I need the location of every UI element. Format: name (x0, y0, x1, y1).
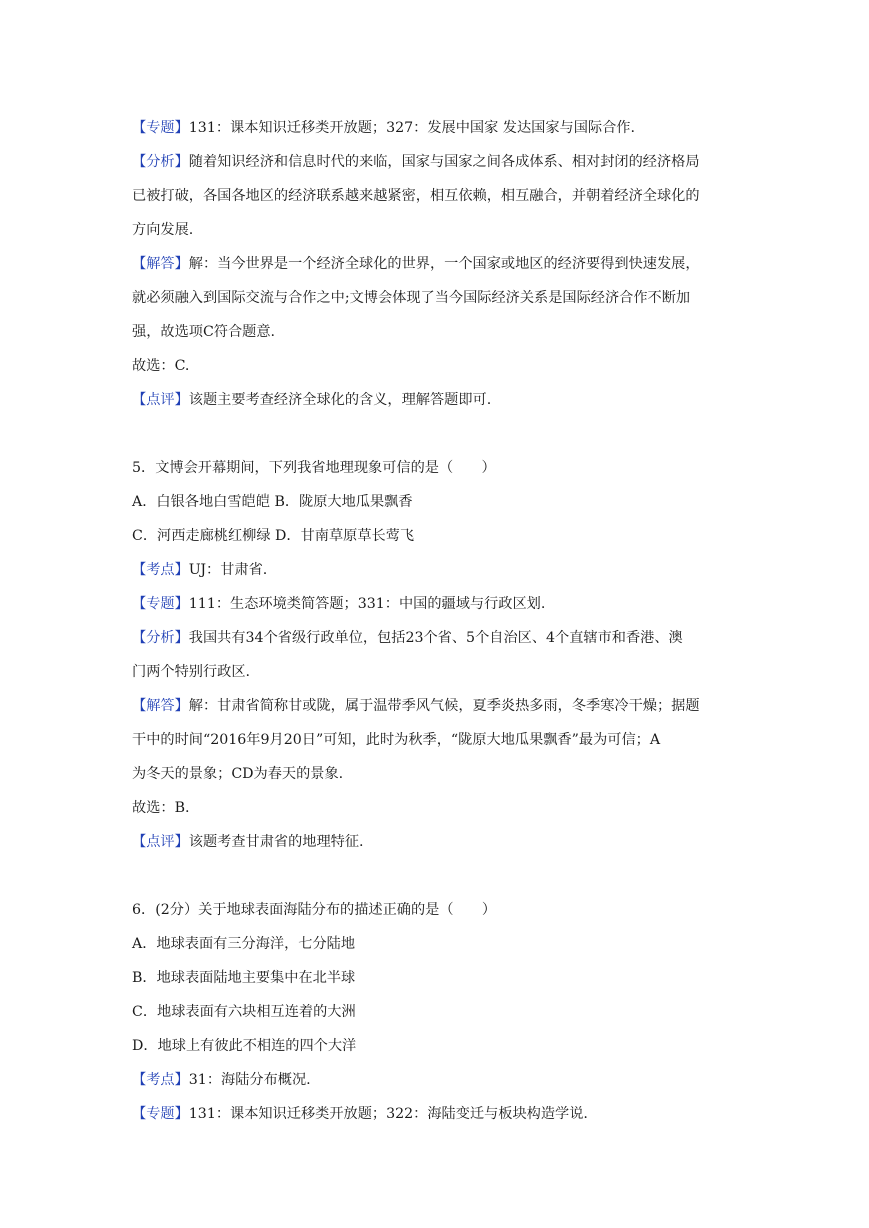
q5-jieda-line-2: 干中的时间“2016年9月20日”可知，此时为秋季，“陇原大地瓜果飘香”最为可信；A (132, 732, 661, 748)
q5-stem: 5．文博会开幕期间，下列我省地理现象可信的是（ ） (132, 460, 496, 476)
section-tag: 【解答】 (132, 256, 189, 272)
q6-zhuanti (132, 1097, 744, 1131)
q5-options-line-1: A．白银各地白雪皑皑 B．陇原大地瓜果飘香 (132, 494, 413, 510)
q5-options-line-2: C．河西走廊桃红柳绿 D．甘南草原草长莺飞 (132, 528, 415, 544)
q5-answer: 故选：B. (132, 800, 190, 816)
q4-dianping (132, 383, 744, 417)
section-text: 解：当今世界是一个经济全球化的世界，一个国家或地区的经济要得到快速发展， (188, 256, 700, 272)
section-text: 随着知识经济和信息时代的来临，国家与国家之间各成体系、相对封闭的经济格局 (188, 154, 700, 170)
q4-jieda-line-3: 强，故选项C符合题意. (132, 324, 276, 340)
q4-fenxi-line-1 (132, 145, 744, 179)
section-text: 我国共有34个省级行政单位，包括23个省、5个自治区、4个直辖市和香港、澳 (188, 630, 683, 646)
section-text: 131：课本知识迁移类开放题；327：发展中国家 发达国家与国际合作. (188, 120, 636, 136)
q4-answer: 故选：C. (132, 358, 190, 374)
section-text: 31：海陆分布概况. (188, 1072, 311, 1088)
q6-option-b: B．地球表面陆地主要集中在北半球 (132, 970, 356, 986)
section-tag: 【解答】 (132, 698, 189, 714)
section-tag: 【专题】 (132, 120, 189, 136)
section-text: 该题主要考查经济全球化的含义，理解答题即可. (188, 392, 492, 408)
q6-option-d: D．地球上有彼此不相连的四个大洋 (132, 1038, 357, 1054)
q5-jieda-line-3: 为冬天的景象；CD为春天的景象. (132, 766, 344, 782)
q6-option-c: C．地球表面有六块相互连着的大洲 (132, 1004, 356, 1020)
q6-kaodian (132, 1063, 744, 1097)
section-text: 该题考查甘肃省的地理特征. (188, 834, 364, 850)
q5-fenxi-line-2: 门两个特别行政区. (132, 664, 251, 680)
section-text: UJ：甘肃省. (188, 562, 268, 578)
section-text: 解：甘肃省简称甘或陇，属于温带季风气候，夏季炎热多雨，冬季寒冷干燥；据题 (188, 698, 700, 714)
section-text: 111：生态环境类简答题；331：中国的疆域与行政区划. (188, 596, 546, 612)
section-tag: 【点评】 (132, 834, 189, 850)
q6-stem: 6．(2分）关于地球表面海陆分布的描述正确的是（ ） (132, 902, 497, 918)
q5-zhuanti (132, 587, 744, 621)
section-tag: 【点评】 (132, 392, 189, 408)
q4-zhuanti (132, 111, 744, 145)
section-tag: 【专题】 (132, 1106, 189, 1122)
q5-jieda-line-1 (132, 689, 744, 723)
q4-jieda-line-2: 就必须融入到国际交流与合作之中;文博会体现了当今国际经济关系是国际经济合作不断加 (132, 290, 691, 306)
q5-fenxi-line-1 (132, 621, 744, 655)
q5-dianping (132, 825, 744, 859)
q4-fenxi-line-2: 已被打破，各国各地区的经济联系越来越紧密，相互依赖，相互融合，并朝着经济全球化的 (132, 188, 700, 204)
section-text: 131：课本知识迁移类开放题；322：海陆变迁与板块构造学说. (188, 1106, 588, 1122)
q4-jieda-line-1 (132, 247, 744, 281)
section-tag: 【考点】 (132, 562, 189, 578)
q6-option-a: A．地球表面有三分海洋，七分陆地 (132, 936, 356, 952)
section-tag: 【分析】 (132, 630, 189, 646)
q5-kaodian (132, 553, 744, 587)
section-tag: 【分析】 (132, 154, 189, 170)
q4-fenxi-line-3: 方向发展. (132, 222, 194, 238)
section-tag: 【考点】 (132, 1072, 189, 1088)
section-tag: 【专题】 (132, 596, 189, 612)
spacer (132, 417, 744, 451)
spacer (132, 859, 744, 893)
page-content (132, 111, 744, 1131)
